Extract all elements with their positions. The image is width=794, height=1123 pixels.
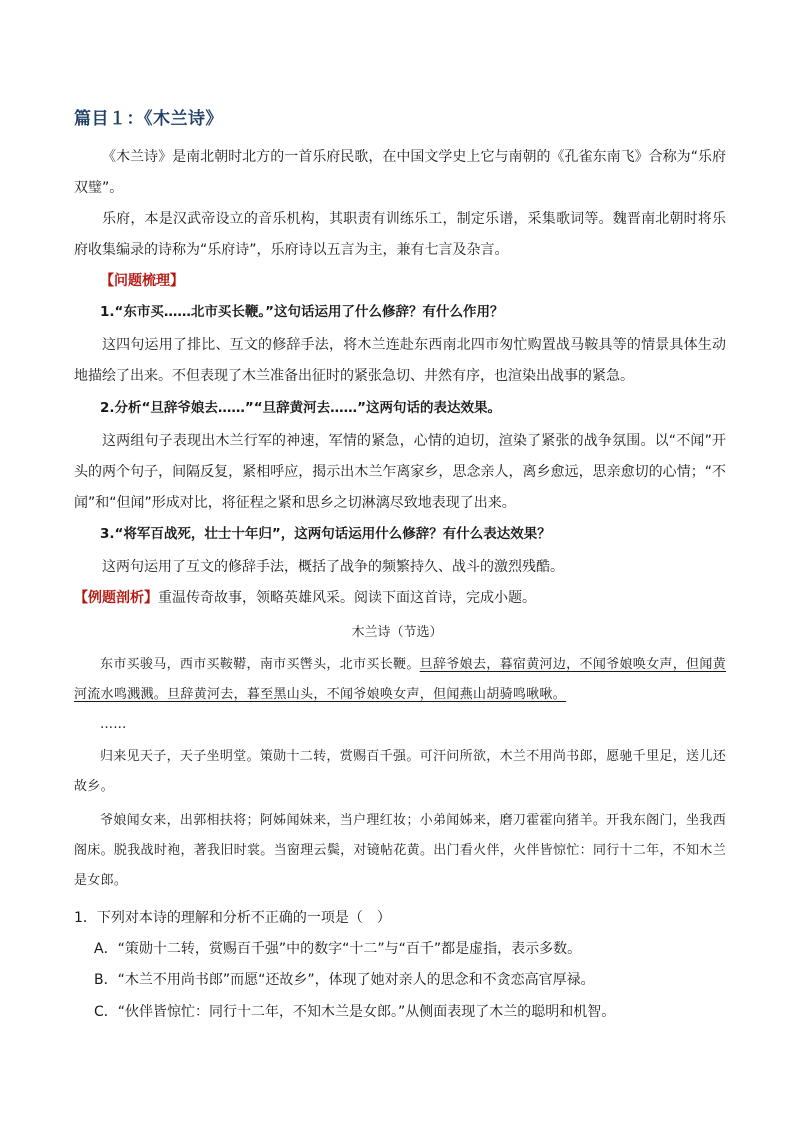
poem-line-plain: 东市买骏马，西市买鞍鞯，南市买辔头，北市买长鞭。 [100, 657, 420, 672]
example-intro: 重温传奇故事，领略英雄风采。阅读下面这首诗，完成小题。 [158, 590, 536, 606]
section-heading: 篇目１：《木兰诗》 [74, 109, 223, 129]
poem-stanza-3: 爷娘闻女来，出郭相扶将；阿姊闻妹来，当户理红妆；小弟闻姊来，磨刀霍霍向猪羊。开我东阁门，坐我西阁床。脱我战时袍，著我旧时裳。当窗理云鬓，对镜帖花黄。出门看火伴，火伴皆惊忙：同行十二年，不知木兰是女郎。 [74, 813, 726, 888]
poem-stanza-1 [74, 650, 726, 710]
question-stem: 1．下列对本诗的理解和分析不正确的一项是（ ） [74, 910, 391, 926]
poem-title: 木兰诗（节选） [351, 625, 443, 640]
option-b: B．“木兰不用尚书郎”而愿“还故乡”，体现了她对亲人的思念和不贪恋高官厚禄。 [94, 972, 595, 988]
question-1-heading: 1.“东市买……北市买长鞭。”这句话运用了什么修辞？有什么作用？ [100, 304, 504, 320]
answer-3: 这两句运用了互文的修辞手法，概括了战争的频繁持久、战斗的激烈残酷。 [102, 559, 564, 575]
problem-review-tag: 【问题梳理】 [100, 273, 184, 289]
option-c: C．“伙伴皆惊忙：同行十二年，不知木兰是女郎。”从侧面表现了木兰的聪明和机智。 [94, 1004, 616, 1020]
poem-stanza-2: 归来见天子，天子坐明堂。策勋十二转，赏赐百千强。可汗问所欲，木兰不用尚书郎，愿驰千里足，送儿还故乡。 [74, 749, 726, 794]
intro-paragraph-2: 乐府，本是汉武帝设立的音乐机构，其职责有训练乐工，制定乐谱，采集歌词等。魏晋南北朝时将乐府收集编录的诗称为“乐府诗”，乐府诗以五言为主，兼有七言及杂言。 [74, 211, 726, 258]
question-3-heading: 3.“将军百战死，壮士十年归”，这两句话运用什么修辞？有什么表达效果？ [100, 526, 551, 542]
intro-paragraph-1: 《木兰诗》是南北朝时北方的一首乐府民歌，在中国文学史上它与南朝的《孔雀东南飞》合称为“乐府双璧”。 [74, 149, 726, 196]
option-a: A．“策勋十二转，赏赐百千强”中的数字“十二”与“百千”都是虚指，表示多数。 [94, 941, 582, 957]
poem-ellipsis: …… [100, 717, 127, 732]
poem-line-underlined: 旦辞爷娘去，暮宿黄河边，不闻爷娘唤女声，但闻黄河流水鸣溅溅。旦辞黄河去，暮至黑山头，不闻爷娘唤女声，但闻燕山胡骑鸣啾啾。 [74, 657, 726, 702]
answer-1: 这四句运用了排比、互文的修辞手法，将木兰连赴东西南北四市匆忙购置战马鞍具等的情景具体生动地描绘了出来。不但表现了木兰准备出征时的紧张急切、井然有序，也渲染出战事的紧急。 [74, 337, 726, 384]
example-analysis [74, 584, 536, 612]
answer-2: 这两组句子表现出木兰行军的神速，军情的紧急，心情的迫切，渲染了紧张的战争氛围。以“不闻”开头的两个句子，间隔反复，紧相呼应，揭示出木兰乍离家乡，思念亲人，离乡愈远，思亲愈切的心情；“不闻”和“但闻”形成对比，将征程之紧和思乡之切淋漓尽致地表现了出来。 [74, 433, 726, 511]
example-tag: 【例题剖析】 [74, 590, 158, 606]
question-2-heading: 2.分析“旦辞爷娘去……”“旦辞黄河去……”这两句话的表达效果。 [100, 400, 502, 416]
